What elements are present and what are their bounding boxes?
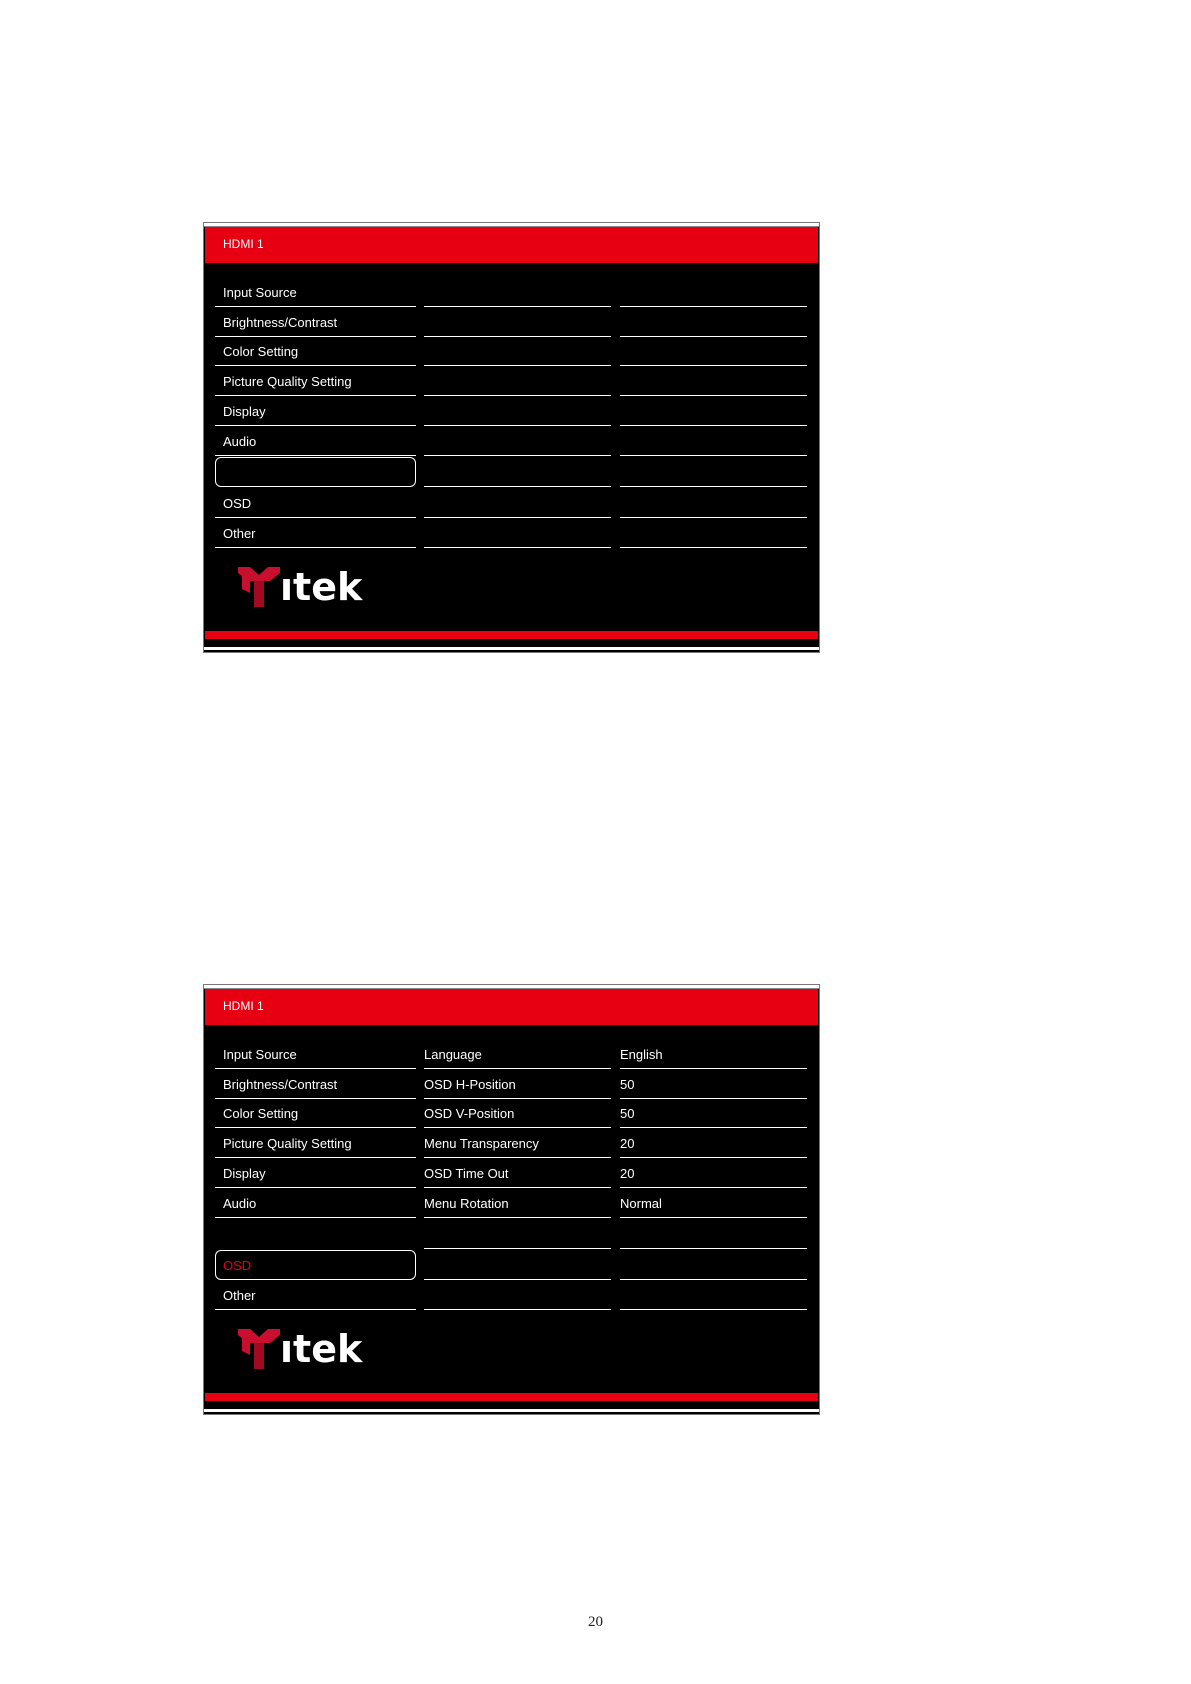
bottom-red-bar: [205, 1393, 818, 1401]
submenu-row: [424, 277, 611, 307]
osd-screen-2: [203, 984, 820, 1415]
osd-screen-1: [203, 222, 820, 653]
menu-item-color-setting[interactable]: Color Setting: [215, 336, 416, 366]
value-menu-rotation: Normal: [620, 1188, 807, 1218]
menu-item-highlighted[interactable]: [215, 457, 416, 487]
value-row: [620, 277, 807, 307]
menu-item-audio[interactable]: Audio: [215, 1188, 416, 1218]
setting-menu-transparency[interactable]: Menu Transparency: [424, 1128, 611, 1158]
setting-osd-v-position[interactable]: OSD V-Position: [424, 1098, 611, 1128]
itek-logo: [236, 563, 376, 611]
submenu-row: [424, 396, 611, 426]
value-row: [620, 518, 807, 548]
menu-item-display[interactable]: Display: [215, 396, 416, 426]
value-osd-time-out: 20: [620, 1158, 807, 1188]
submenu-row: [424, 518, 611, 548]
submenu-row: [424, 426, 611, 456]
logo-wordmark: ıtek: [280, 1327, 363, 1371]
menu-item-other[interactable]: Other: [215, 518, 416, 548]
menu-item-osd[interactable]: OSD: [215, 488, 416, 518]
menu-item-picture-quality[interactable]: Picture Quality Setting: [215, 1128, 416, 1158]
value-empty: [620, 1250, 807, 1280]
menu-item-brightness-contrast[interactable]: Brightness/Contrast: [215, 307, 416, 337]
menu-item-input-source[interactable]: Input Source: [215, 1039, 416, 1069]
itek-emblem-icon: [236, 1325, 282, 1371]
value-row: [620, 336, 807, 366]
value-row: [620, 366, 807, 396]
setting-empty: [424, 1219, 611, 1249]
submenu-row: [424, 488, 611, 518]
value-osd-v-position: 50: [620, 1098, 807, 1128]
submenu-row: [424, 366, 611, 396]
itek-logo: [236, 1325, 376, 1373]
submenu-row: [424, 336, 611, 366]
value-row: [620, 457, 807, 487]
menu-item-other[interactable]: Other: [215, 1280, 416, 1310]
value-empty: [620, 1219, 807, 1249]
menu-item-brightness-contrast[interactable]: Brightness/Contrast: [215, 1069, 416, 1099]
value-row: [620, 426, 807, 456]
osd-header: [205, 989, 818, 1025]
menu-item-color-setting[interactable]: Color Setting: [215, 1098, 416, 1128]
input-label: HDMI 1: [223, 999, 264, 1013]
value-empty: [620, 1280, 807, 1310]
setting-osd-time-out[interactable]: OSD Time Out: [424, 1158, 611, 1188]
menu-item-audio[interactable]: Audio: [215, 426, 416, 456]
value-row: [620, 488, 807, 518]
value-menu-transparency: 20: [620, 1128, 807, 1158]
bottom-border: [204, 647, 819, 650]
osd-header: [205, 227, 818, 263]
value-row: [620, 396, 807, 426]
setting-empty: [424, 1250, 611, 1280]
logo-wordmark: ıtek: [280, 565, 363, 609]
setting-menu-rotation[interactable]: Menu Rotation: [424, 1188, 611, 1218]
menu-item-picture-quality[interactable]: Picture Quality Setting: [215, 366, 416, 396]
setting-empty: [424, 1280, 611, 1310]
menu-item-osd[interactable]: OSD: [215, 1250, 416, 1280]
submenu-row: [424, 307, 611, 337]
menu-item-input-source[interactable]: Input Source: [215, 277, 416, 307]
page-number: 20: [588, 1614, 603, 1630]
bottom-red-bar: [205, 631, 818, 639]
submenu-row: [424, 457, 611, 487]
itek-emblem-icon: [236, 563, 282, 609]
value-osd-h-position: 50: [620, 1069, 807, 1099]
value-row: [620, 307, 807, 337]
input-label: HDMI 1: [223, 237, 264, 251]
value-language: English: [620, 1039, 807, 1069]
setting-language[interactable]: Language: [424, 1039, 611, 1069]
menu-item-blank[interactable]: [215, 1219, 416, 1249]
bottom-border: [204, 1409, 819, 1412]
setting-osd-h-position[interactable]: OSD H-Position: [424, 1069, 611, 1099]
menu-item-display[interactable]: Display: [215, 1158, 416, 1188]
